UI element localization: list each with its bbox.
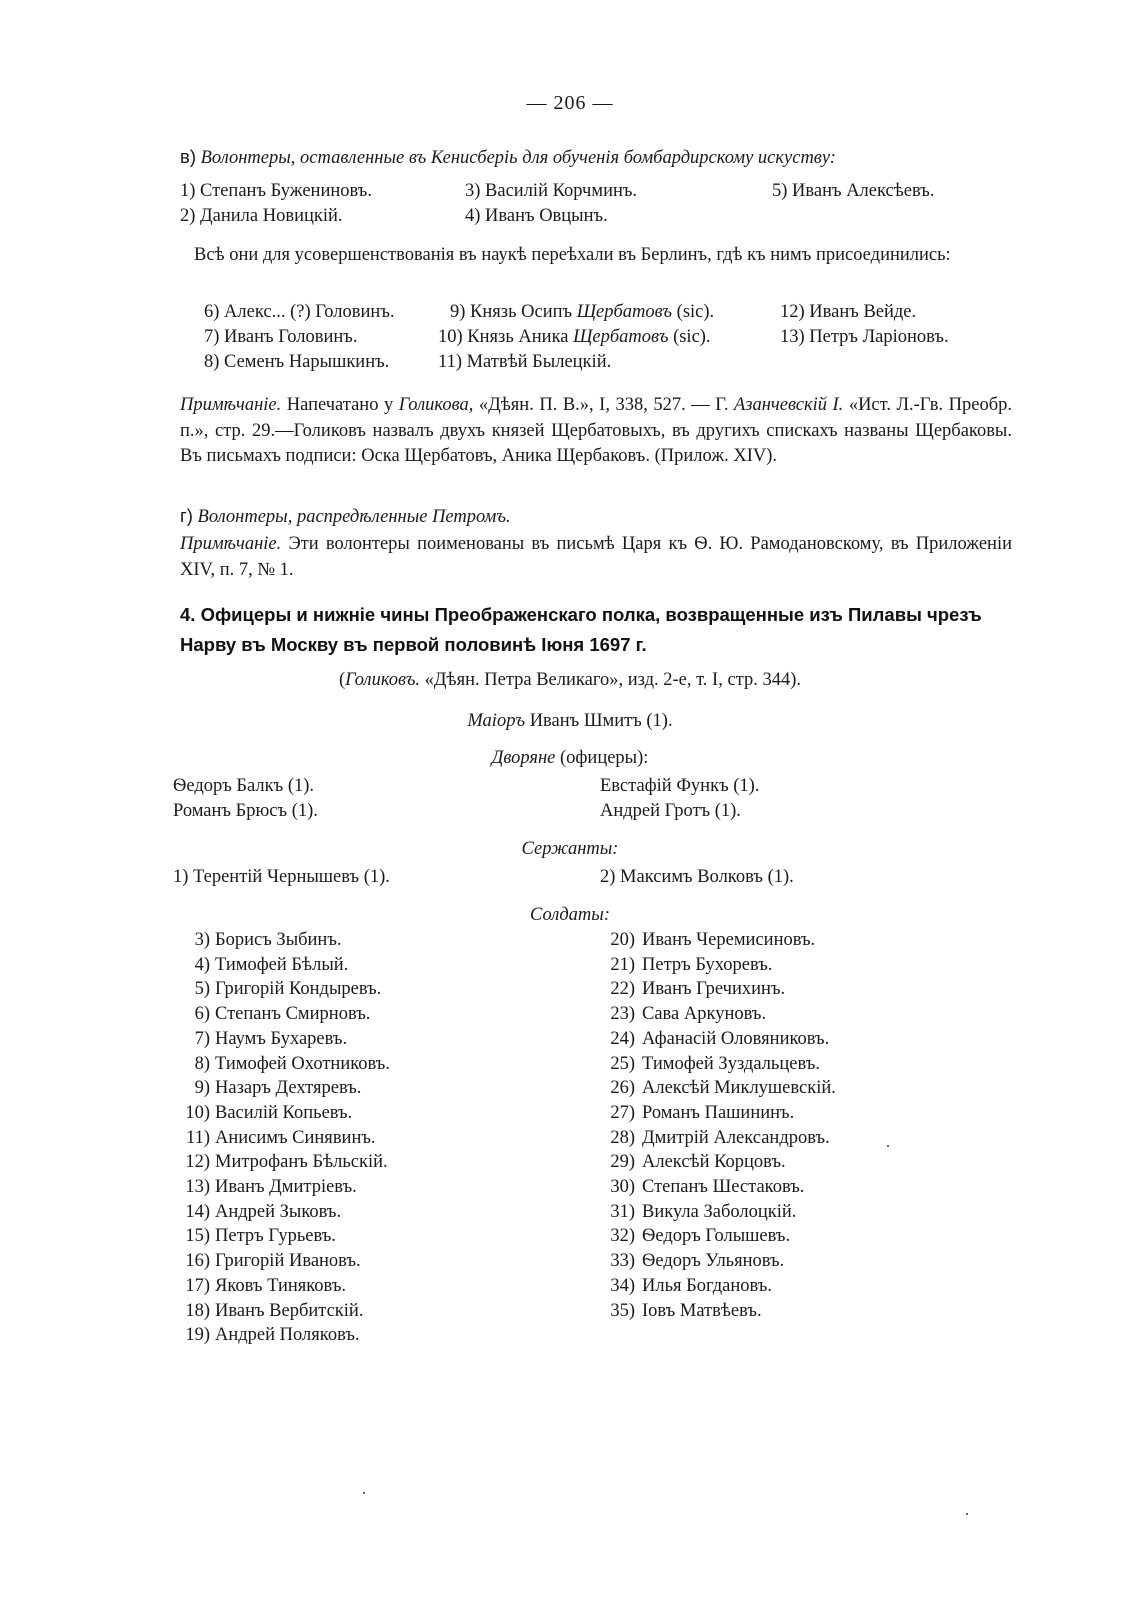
soldier-number: 31) xyxy=(610,1201,635,1222)
note-text: Напечатано у xyxy=(281,395,399,415)
scan-speck xyxy=(966,1513,968,1515)
soldier-item xyxy=(595,1029,829,1050)
soldier-number: 15) xyxy=(185,1226,210,1247)
soldier-item xyxy=(170,979,381,1000)
soldier-number: 26) xyxy=(610,1078,635,1099)
soldier-name: Иванъ Гречихинъ. xyxy=(642,979,786,1000)
item-suffix: (sic). xyxy=(672,302,715,322)
soldier-item xyxy=(170,1152,388,1173)
soldier-item xyxy=(595,1301,762,1322)
item-prefix: 9) Князь Осипъ xyxy=(450,302,577,322)
note-italic: Голикова, xyxy=(398,395,474,415)
soldier-name: Иванъ Черемисиновъ. xyxy=(642,930,816,950)
noble-item: Ѳедоръ Балкъ (1). xyxy=(173,776,315,796)
soldier-number: 9) xyxy=(194,1078,210,1099)
soldier-name: Илья Богдановъ. xyxy=(642,1275,772,1296)
soldier-item xyxy=(170,1226,336,1247)
soldier-number: 34) xyxy=(610,1275,635,1296)
item-suffix: (sic). xyxy=(668,327,711,347)
soldier-item xyxy=(595,1004,766,1025)
soldier-name: Іовъ Матвѣевъ. xyxy=(642,1300,762,1321)
soldier-name: Афанасій Оловяниковъ. xyxy=(642,1028,830,1049)
soldier-item xyxy=(595,1226,790,1247)
soldier-name: Иванъ Дмитріевъ. xyxy=(215,1177,357,1197)
list-item: 1) Степанъ Бужениновъ. xyxy=(180,181,372,201)
soldier-name: Яковъ Тиняковъ. xyxy=(215,1275,347,1296)
sergeant-item: 2) Максимъ Волковъ (1). xyxy=(600,867,794,887)
soldier-item xyxy=(170,1301,363,1322)
soldier-number: 16) xyxy=(185,1251,210,1272)
noble-item: Евстафій Функъ (1). xyxy=(600,776,760,796)
soldier-name: Романъ Пашининъ. xyxy=(642,1102,795,1123)
soldier-name: Степанъ Смирновъ. xyxy=(215,1004,371,1025)
list-item xyxy=(450,302,714,323)
note-italic: Азанчевскій I. xyxy=(733,395,844,415)
soldier-number: 14) xyxy=(185,1201,210,1222)
soldier-name: Григорій Ивановъ. xyxy=(215,1251,361,1272)
soldier-item xyxy=(595,1128,830,1149)
list-item xyxy=(438,327,711,348)
section-4-title: 4. Офицеры и нижніе чины Преображенскаго полка, возвращенные изъ Пилавы чрезъ Нарву въ Москву въ первой половинѣ Іюня 1697 г. xyxy=(180,604,982,655)
soldier-number: 11) xyxy=(186,1127,210,1148)
soldier-item xyxy=(595,1152,786,1173)
soldier-number: 19) xyxy=(185,1325,210,1346)
soldier-name: Петръ Бухоревъ. xyxy=(642,954,773,975)
soldier-number: 28) xyxy=(610,1127,635,1148)
soldier-item xyxy=(170,1325,360,1346)
source-text: «Дѣян. Петра Великаго», изд. 2-е, т. I, стр. 344). xyxy=(420,670,802,690)
nobles-sub: (офицеры): xyxy=(555,748,649,768)
noble-item: Андрей Гротъ (1). xyxy=(600,801,741,821)
scan-speck xyxy=(887,1145,889,1147)
list-item: 4) Иванъ Овцынъ. xyxy=(465,206,608,226)
soldier-number: 7) xyxy=(194,1028,210,1049)
soldier-item xyxy=(595,1078,836,1099)
soldier-name: Василій Копьевъ. xyxy=(215,1102,353,1123)
source-citation xyxy=(0,670,1140,691)
list-item: 13) Петръ Ларіоновъ. xyxy=(780,327,949,347)
soldier-number: 20) xyxy=(610,930,635,950)
soldier-name: Андрей Поляковъ. xyxy=(215,1325,360,1346)
item-italic: Щербатовъ xyxy=(573,327,669,347)
soldier-name: Ѳедоръ Ульяновъ. xyxy=(642,1251,785,1272)
paragraph-berlin: Всѣ они для усовершенствованія въ наукѣ переѣхали въ Берлинъ, гдѣ къ нимъ присоединились: xyxy=(194,245,951,265)
section-g-marker: г) xyxy=(180,505,193,526)
nobles-label: Дворяне xyxy=(491,748,556,768)
soldier-number: 27) xyxy=(610,1102,635,1123)
soldier-number: 23) xyxy=(610,1004,635,1025)
soldier-item xyxy=(170,1029,347,1050)
list-item: 5) Иванъ Алексѣевъ. xyxy=(772,181,935,201)
soldier-item xyxy=(170,1054,390,1075)
list-item: 2) Данила Новицкій. xyxy=(180,206,343,226)
soldier-name: Алексѣй Миклушевскій. xyxy=(642,1078,836,1099)
soldier-name: Назаръ Дехтяревъ. xyxy=(215,1078,362,1099)
soldier-name: Викула Заболоцкій. xyxy=(642,1201,797,1222)
sergeants-heading: Сержанты: xyxy=(521,839,619,859)
soldier-name: Митрофанъ Бѣльскій. xyxy=(215,1152,388,1173)
soldier-item xyxy=(595,979,785,1000)
soldier-item xyxy=(595,930,815,951)
soldier-name: Анисимъ Синявинъ. xyxy=(215,1127,376,1148)
soldier-item xyxy=(170,1128,376,1149)
section-g-heading xyxy=(180,505,511,528)
note-text: «Ист. Л.-Гв. Преобр. п.», стр. 29.—Голиковъ назвалъ двухъ князей Щербатовыхъ, въ другихъ спискахъ названы Щербаковы. Въ письмахъ подписи: Оска Щербатовъ, Аника Щербаковъ. (Прилож. XIV). xyxy=(180,395,1013,466)
soldier-name: Григорій Кондыревъ. xyxy=(215,979,382,1000)
soldier-item xyxy=(595,1054,820,1075)
soldier-number: 25) xyxy=(610,1053,635,1074)
soldier-name: Тимофей Бѣлый. xyxy=(215,954,349,975)
section-v-marker: в) xyxy=(180,146,196,167)
page-number: — 206 — xyxy=(526,92,614,114)
soldier-name: Иванъ Вербитскій. xyxy=(215,1300,364,1321)
item-prefix: 10) Князь Аника xyxy=(438,327,574,347)
soldier-name: Андрей Зыковъ. xyxy=(215,1201,342,1222)
soldier-name: Тимофей Зуздальцевъ. xyxy=(642,1053,820,1074)
scan-speck xyxy=(363,1492,365,1494)
soldier-number: 33) xyxy=(610,1251,635,1272)
soldier-number: 8) xyxy=(194,1053,210,1074)
soldier-number: 10) xyxy=(185,1102,210,1123)
soldier-number: 17) xyxy=(185,1275,210,1296)
soldier-item xyxy=(170,930,342,951)
note-paragraph-2 xyxy=(180,532,1012,583)
soldier-item xyxy=(595,1251,784,1272)
paren: ( xyxy=(338,670,346,690)
soldier-number: 13) xyxy=(185,1177,210,1197)
soldier-number: 21) xyxy=(610,954,635,975)
soldier-item xyxy=(170,1004,370,1025)
major-name: Иванъ Шмитъ (1). xyxy=(525,711,673,731)
soldier-item xyxy=(595,1177,804,1198)
soldier-item xyxy=(170,1103,352,1124)
soldier-name: Наумъ Бухаревъ. xyxy=(215,1028,348,1049)
soldier-item xyxy=(170,1276,346,1297)
soldier-name: Борисъ Зыбинъ. xyxy=(215,930,342,950)
soldier-number: 3) xyxy=(194,930,210,950)
section-v-heading xyxy=(180,146,836,169)
soldier-number: 30) xyxy=(610,1177,635,1197)
soldiers-heading: Солдаты: xyxy=(530,905,610,925)
source-author: Голиковъ. xyxy=(345,670,421,690)
soldier-name: Тимофей Охотниковъ. xyxy=(215,1053,390,1074)
major-line xyxy=(0,711,1140,732)
soldier-number: 18) xyxy=(185,1300,210,1321)
soldier-item xyxy=(170,1177,357,1198)
nobles-heading xyxy=(0,748,1140,769)
list-item: 7) Иванъ Головинъ. xyxy=(204,327,358,347)
list-item: 3) Василій Корчминъ. xyxy=(465,181,638,201)
soldier-item xyxy=(595,1202,796,1223)
soldier-number: 35) xyxy=(610,1300,635,1321)
soldier-name: Петръ Гурьевъ. xyxy=(215,1226,336,1247)
list-item: 12) Иванъ Вейде. xyxy=(780,302,917,322)
soldier-number: 5) xyxy=(194,979,210,1000)
major-rank: Маіоръ xyxy=(467,711,526,731)
soldier-item xyxy=(170,955,348,976)
note-label: Примѣчаніе. xyxy=(180,534,282,554)
soldier-number: 4) xyxy=(194,954,210,975)
soldier-number: 12) xyxy=(185,1152,210,1173)
soldier-item xyxy=(170,1202,341,1223)
soldier-item xyxy=(170,1251,361,1272)
soldier-item xyxy=(170,1078,361,1099)
soldier-name: Сава Аркуновъ. xyxy=(642,1004,767,1025)
soldier-number: 32) xyxy=(610,1226,635,1247)
list-item: 6) Алекс... (?) Головинъ. xyxy=(204,302,395,322)
soldier-number: 24) xyxy=(610,1028,635,1049)
section-g-title: Волонтеры, распредѣленные Петромъ. xyxy=(197,507,511,527)
note-label: Примѣчаніе. xyxy=(180,395,282,415)
note-paragraph-1 xyxy=(180,393,1012,470)
soldier-name: Степанъ Шестаковъ. xyxy=(642,1177,805,1197)
soldier-name: Дмитрій Александровъ. xyxy=(642,1127,830,1148)
soldier-item xyxy=(595,1103,794,1124)
soldier-item xyxy=(595,955,772,976)
soldier-number: 22) xyxy=(610,979,635,1000)
soldier-item xyxy=(595,1276,772,1297)
noble-item: Романъ Брюсъ (1). xyxy=(173,801,318,821)
soldier-number: 6) xyxy=(194,1004,210,1025)
soldier-name: Алексѣй Корцовъ. xyxy=(642,1152,786,1173)
soldier-name: Ѳедоръ Голышевъ. xyxy=(642,1226,791,1247)
note-text: Эти волонтеры поименованы въ письмѣ Царя къ Ѳ. Ю. Рамодановскому, въ Приложеніи XIV, п. 7, № 1. xyxy=(180,534,1012,580)
soldier-number: 29) xyxy=(610,1152,635,1173)
list-item: 8) Семенъ Нарышкинъ. xyxy=(204,352,390,372)
sergeant-item: 1) Терентій Чернышевъ (1). xyxy=(173,867,390,887)
list-item: 11) Матвѣй Былецкій. xyxy=(438,352,612,372)
section-v-title: Волонтеры, оставленные въ Кенисберіь для обученія бомбардирскому искуству: xyxy=(200,148,836,168)
note-text: «Дѣян. П. В.», I, 338, 527. — Г. xyxy=(473,395,734,415)
item-italic: Щербатовъ xyxy=(576,302,673,322)
